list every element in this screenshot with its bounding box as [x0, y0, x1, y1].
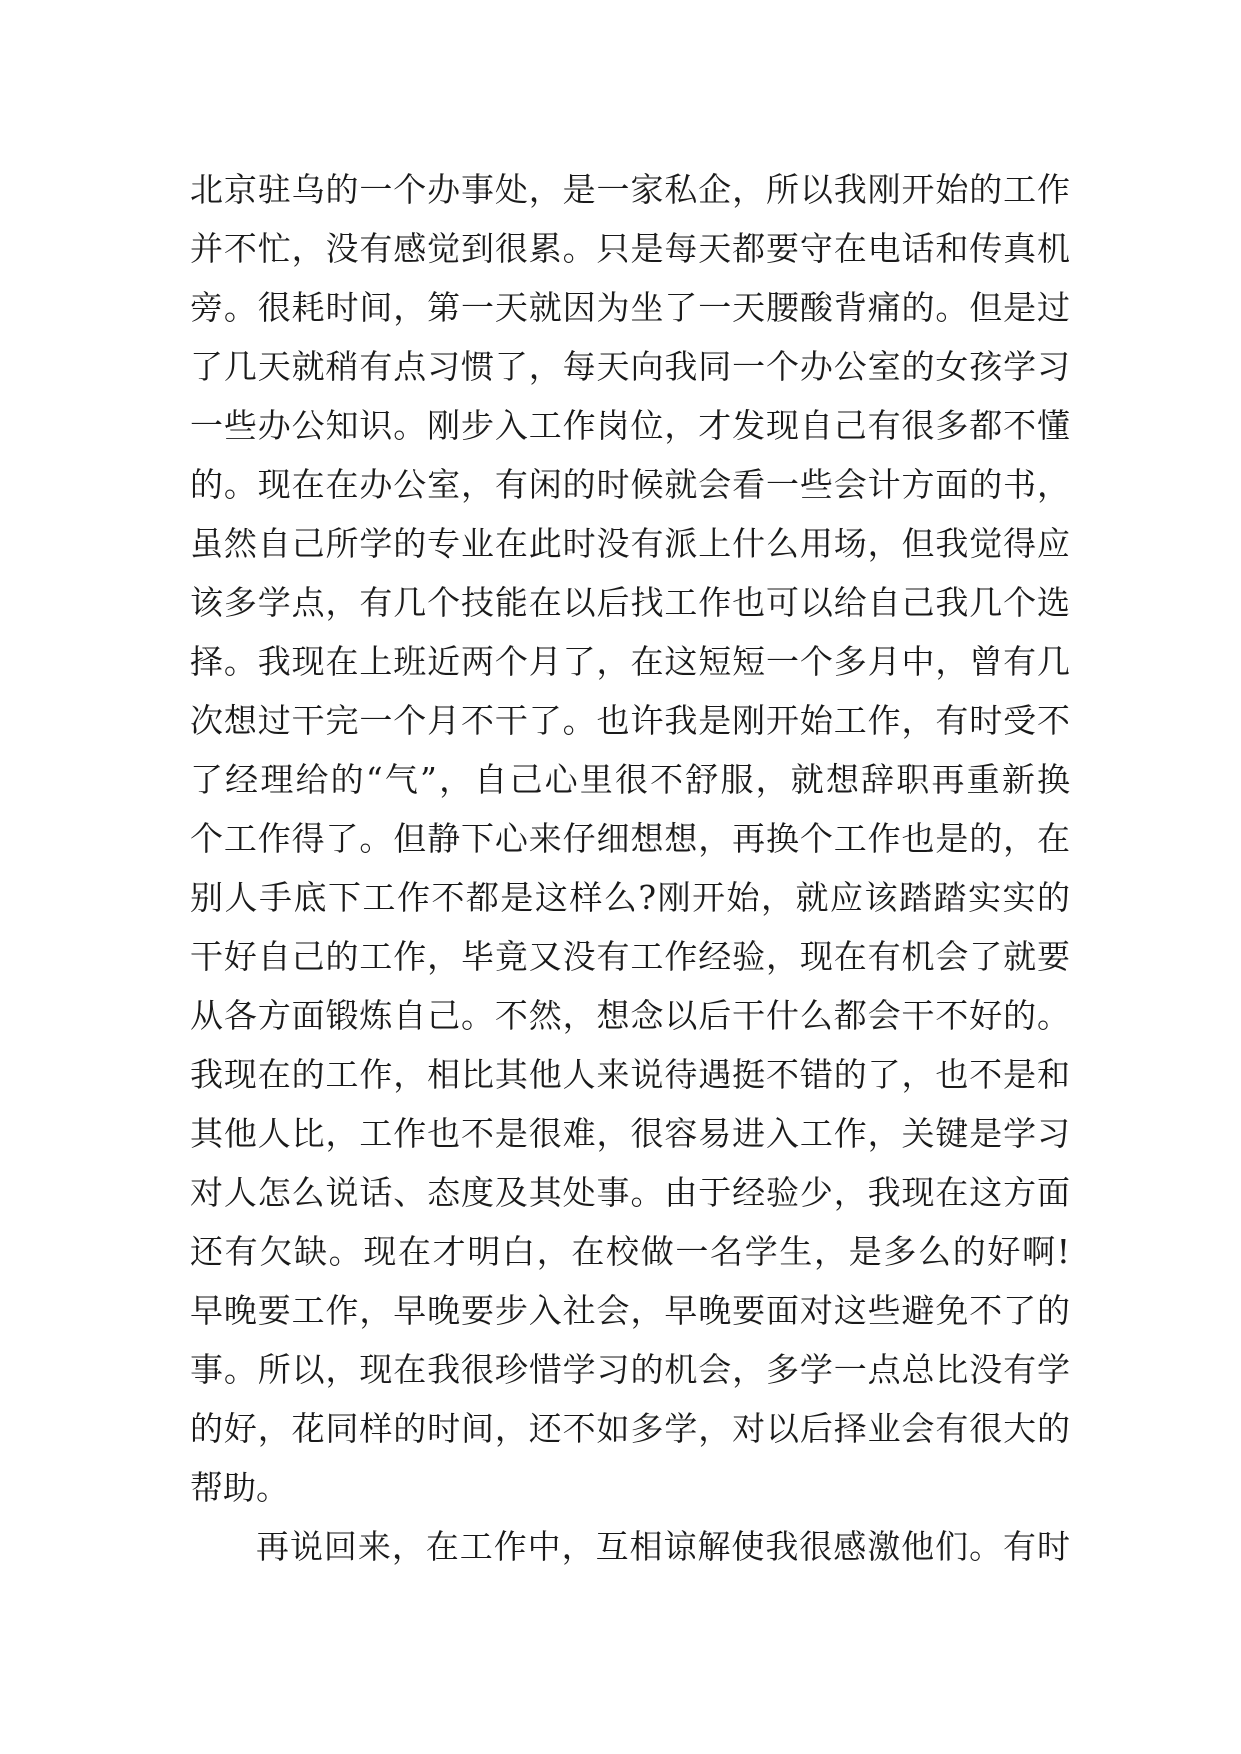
text-line: 了几天就稍有点习惯了，每天向我同一个办公室的女孩学习 — [190, 347, 1070, 386]
text-line: 旁。很耗时间，第一天就因为坐了一天腰酸背痛的。但是过 — [190, 288, 1070, 327]
text-line: 对人怎么说话、态度及其处事。由于经验少，我现在这方面 — [190, 1173, 1070, 1212]
text-line: 的。现在在办公室，有闲的时候就会看一些会计方面的书， — [190, 465, 1070, 504]
text-line: 别人手底下工作不都是这样么?刚开始，就应该踏踏实实的 — [190, 878, 1070, 917]
text-line: 择。我现在上班近两个月了，在这短短一个多月中，曾有几 — [190, 642, 1070, 681]
text-line: 虽然自己所学的专业在此时没有派上什么用场，但我觉得应 — [190, 524, 1070, 563]
text-line: 事。所以，现在我很珍惜学习的机会，多学一点总比没有学 — [190, 1350, 1070, 1389]
text-line: 了经理给的“气”，自己心里很不舒服，就想辞职再重新换 — [190, 760, 1070, 799]
text-line: 还有欠缺。现在才明白，在校做一名学生，是多么的好啊! — [190, 1232, 1070, 1271]
text-line: 该多学点，有几个技能在以后找工作也可以给自己我几个选 — [190, 583, 1070, 622]
body-text — [190, 160, 1070, 1576]
text-line: 的好，花同样的时间，还不如多学，对以后择业会有很大的 — [190, 1409, 1070, 1448]
paragraph-end-line: 帮助。 — [190, 1468, 289, 1507]
text-line: 一些办公知识。刚步入工作岗位，才发现自己有很多都不懂 — [190, 406, 1070, 445]
text-line: 个工作得了。但静下心来仔细想想，再换个工作也是的，在 — [190, 819, 1070, 858]
text-line: 北京驻乌的一个办事处，是一家私企，所以我刚开始的工作 — [190, 170, 1070, 209]
text-line: 从各方面锻炼自己。不然，想念以后干什么都会干不好的。 — [190, 996, 1070, 1035]
paragraph-start-line: 再说回来，在工作中，互相谅解使我很感激他们。有时 — [256, 1527, 1070, 1566]
text-line: 其他人比，工作也不是很难，很容易进入工作，关键是学习 — [190, 1114, 1070, 1153]
text-line: 干好自己的工作，毕竟又没有工作经验，现在有机会了就要 — [190, 937, 1070, 976]
text-line: 早晚要工作，早晚要步入社会，早晚要面对这些避免不了的 — [190, 1291, 1070, 1330]
text-line: 我现在的工作，相比其他人来说待遇挺不错的了，也不是和 — [190, 1055, 1070, 1094]
text-line: 并不忙，没有感觉到很累。只是每天都要守在电话和传真机 — [190, 229, 1070, 268]
text-line: 次想过干完一个月不干了。也许我是刚开始工作，有时受不 — [190, 701, 1070, 740]
